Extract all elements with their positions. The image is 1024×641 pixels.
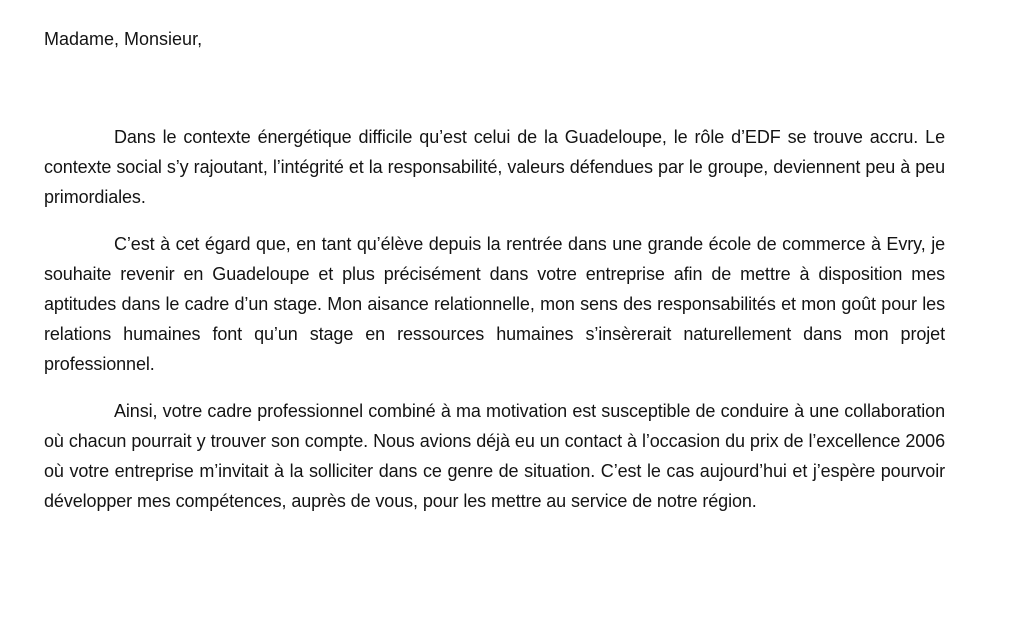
- paragraph-motivation: C’est à cet égard que, en tant qu’élève depuis la rentrée dans une grande école de commerce à Evry, je souhaite revenir en Guadeloupe et plus précisément dans votre entreprise afin de mettre à disposition mes aptitudes dans le cadre d’un stage. Mon aisance relationnelle, mon sens des responsabilités et mon goût pour les relations humaines font qu’un stage en ressources humaines s’insèrerait naturellement dans mon projet professionnel.: [44, 234, 945, 374]
- paragraph-context: Dans le contexte énergétique difficile qu’est celui de la Guadeloupe, le rôle d’EDF se trouve accru. Le contexte social s’y rajoutant, l’intégrité et la responsabilité, valeurs défendues par le groupe, deviennent peu à peu primordiales.: [44, 127, 945, 207]
- letter-body: [44, 122, 945, 516]
- salutation: Madame, Monsieur,: [44, 29, 203, 49]
- paragraph-conclusion: Ainsi, votre cadre professionnel combiné à ma motivation est susceptible de conduire à une collaboration où chacun pourrait y trouver son compte. Nous avions déjà eu un contact à l’occasion du prix de l’excellence 2006 où votre entreprise m’invitait à la solliciter dans ce genre de situation. C’est le cas aujourd’hui et j’espère pourvoir développer mes compétences, auprès de vous, pour les mettre au service de notre région.: [44, 401, 945, 511]
